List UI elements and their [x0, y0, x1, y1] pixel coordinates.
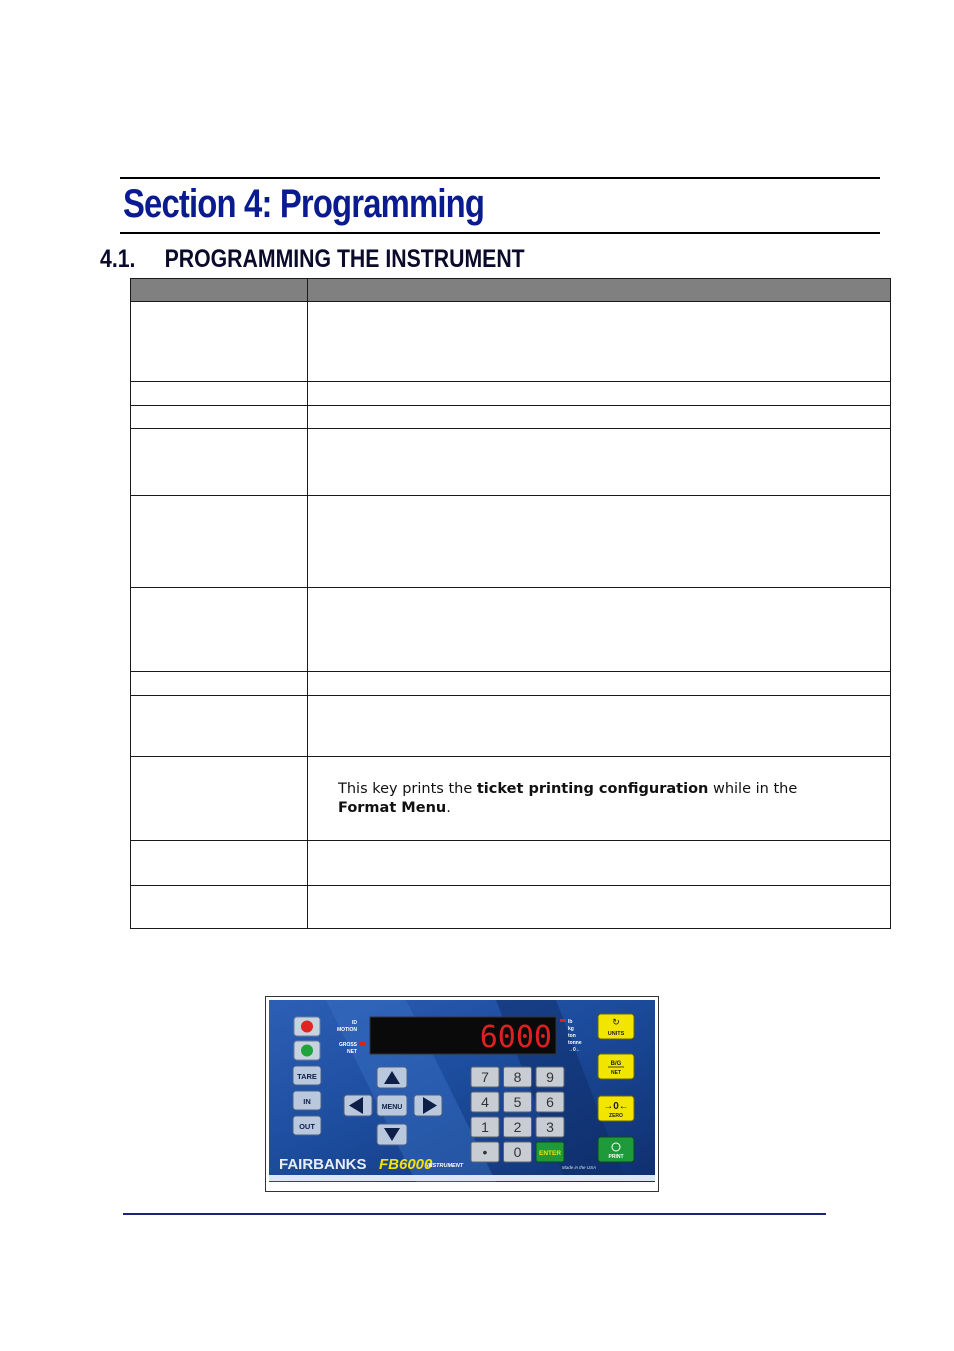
numpad-key-label: 8: [513, 1069, 522, 1085]
numpad-key-label: 1: [481, 1119, 489, 1135]
menu-key-label: MENU: [381, 1104, 403, 1111]
zero-key-label: ZERO: [609, 1113, 623, 1119]
table-row: [131, 382, 891, 406]
table-header-cell: [131, 279, 308, 302]
numpad-key-label: 4: [481, 1094, 489, 1110]
key-function-table: [130, 278, 891, 929]
table-header-cell: [308, 279, 891, 302]
table-row: [131, 696, 891, 757]
numpad-key-label: 7: [481, 1069, 489, 1085]
table-row: [131, 841, 891, 886]
desc-text: This key prints the: [338, 781, 477, 797]
numpad-key-label: 0: [513, 1144, 522, 1160]
brand-logo: FAIRBANKS: [279, 1156, 367, 1173]
svg-text:NET: NET: [347, 1049, 357, 1055]
table-row: [131, 672, 891, 696]
units-key-label: UNITS: [607, 1031, 625, 1037]
svg-text:ID: ID: [352, 1020, 357, 1026]
svg-text:ton: ton: [568, 1033, 576, 1039]
section-top-rule: [120, 177, 880, 179]
table-row: [131, 886, 891, 929]
numpad-key-label: 3: [546, 1119, 554, 1135]
table-row: [131, 302, 891, 382]
tare-key[interactable]: TARE: [297, 1072, 317, 1081]
footer-rule: [123, 1213, 826, 1215]
table-row: [131, 429, 891, 496]
model-suffix: INSTRUMENT: [427, 1163, 464, 1169]
table-row: [131, 757, 891, 841]
svg-text:GROSS: GROSS: [338, 1042, 357, 1048]
desc-bold: ticket printing configuration: [476, 781, 709, 797]
table-row: [131, 496, 891, 588]
gross-net-key-label: B/G: [610, 1061, 622, 1067]
table-row: [131, 406, 891, 429]
weight-readout: 6000: [479, 1020, 552, 1055]
cycle-icon: ↻: [612, 1017, 620, 1027]
numpad-key-label: •: [482, 1144, 488, 1160]
subsection-heading: [100, 245, 525, 274]
svg-text:→0←: →0←: [568, 1047, 581, 1053]
model-logo: FB6000: [379, 1156, 433, 1173]
subsection-title: PROGRAMMING THE INSTRUMENT: [164, 245, 525, 273]
svg-text:lb: lb: [568, 1019, 573, 1025]
numpad-key-label: 6: [546, 1094, 554, 1110]
table-row: [131, 588, 891, 672]
zero-key-label: →0←: [603, 1101, 629, 1112]
panel-bottom-band: [269, 1175, 655, 1181]
subsection-number: 4.1.: [100, 245, 136, 273]
print-key-label: PRINT: [608, 1154, 624, 1160]
svg-text:MOTION: MOTION: [337, 1027, 357, 1033]
svg-text:tonne: tonne: [568, 1040, 582, 1046]
numpad-key-label: 5: [513, 1094, 522, 1110]
numpad-key-label: 9: [546, 1069, 554, 1085]
section-bottom-rule: [120, 232, 880, 234]
desc-text: .: [446, 800, 451, 816]
left-keys: [293, 1066, 321, 1135]
table-header-row: [131, 279, 891, 302]
in-key[interactable]: IN: [303, 1097, 311, 1106]
made-in-usa: Made in the USA: [562, 1165, 597, 1170]
out-key[interactable]: OUT: [299, 1122, 315, 1131]
print-key-description: [308, 757, 890, 818]
desc-text: while in the: [708, 781, 798, 797]
enter-key-label: ENTER: [538, 1150, 562, 1157]
desc-bold: Format Menu: [338, 800, 447, 816]
svg-text:kg: kg: [568, 1026, 574, 1032]
gross-net-key-label: NET: [611, 1070, 621, 1076]
section-title: Section 4: Programming: [123, 182, 485, 226]
numpad-key-label: 2: [513, 1119, 522, 1135]
fb6000-front-panel-image: [265, 996, 659, 1192]
